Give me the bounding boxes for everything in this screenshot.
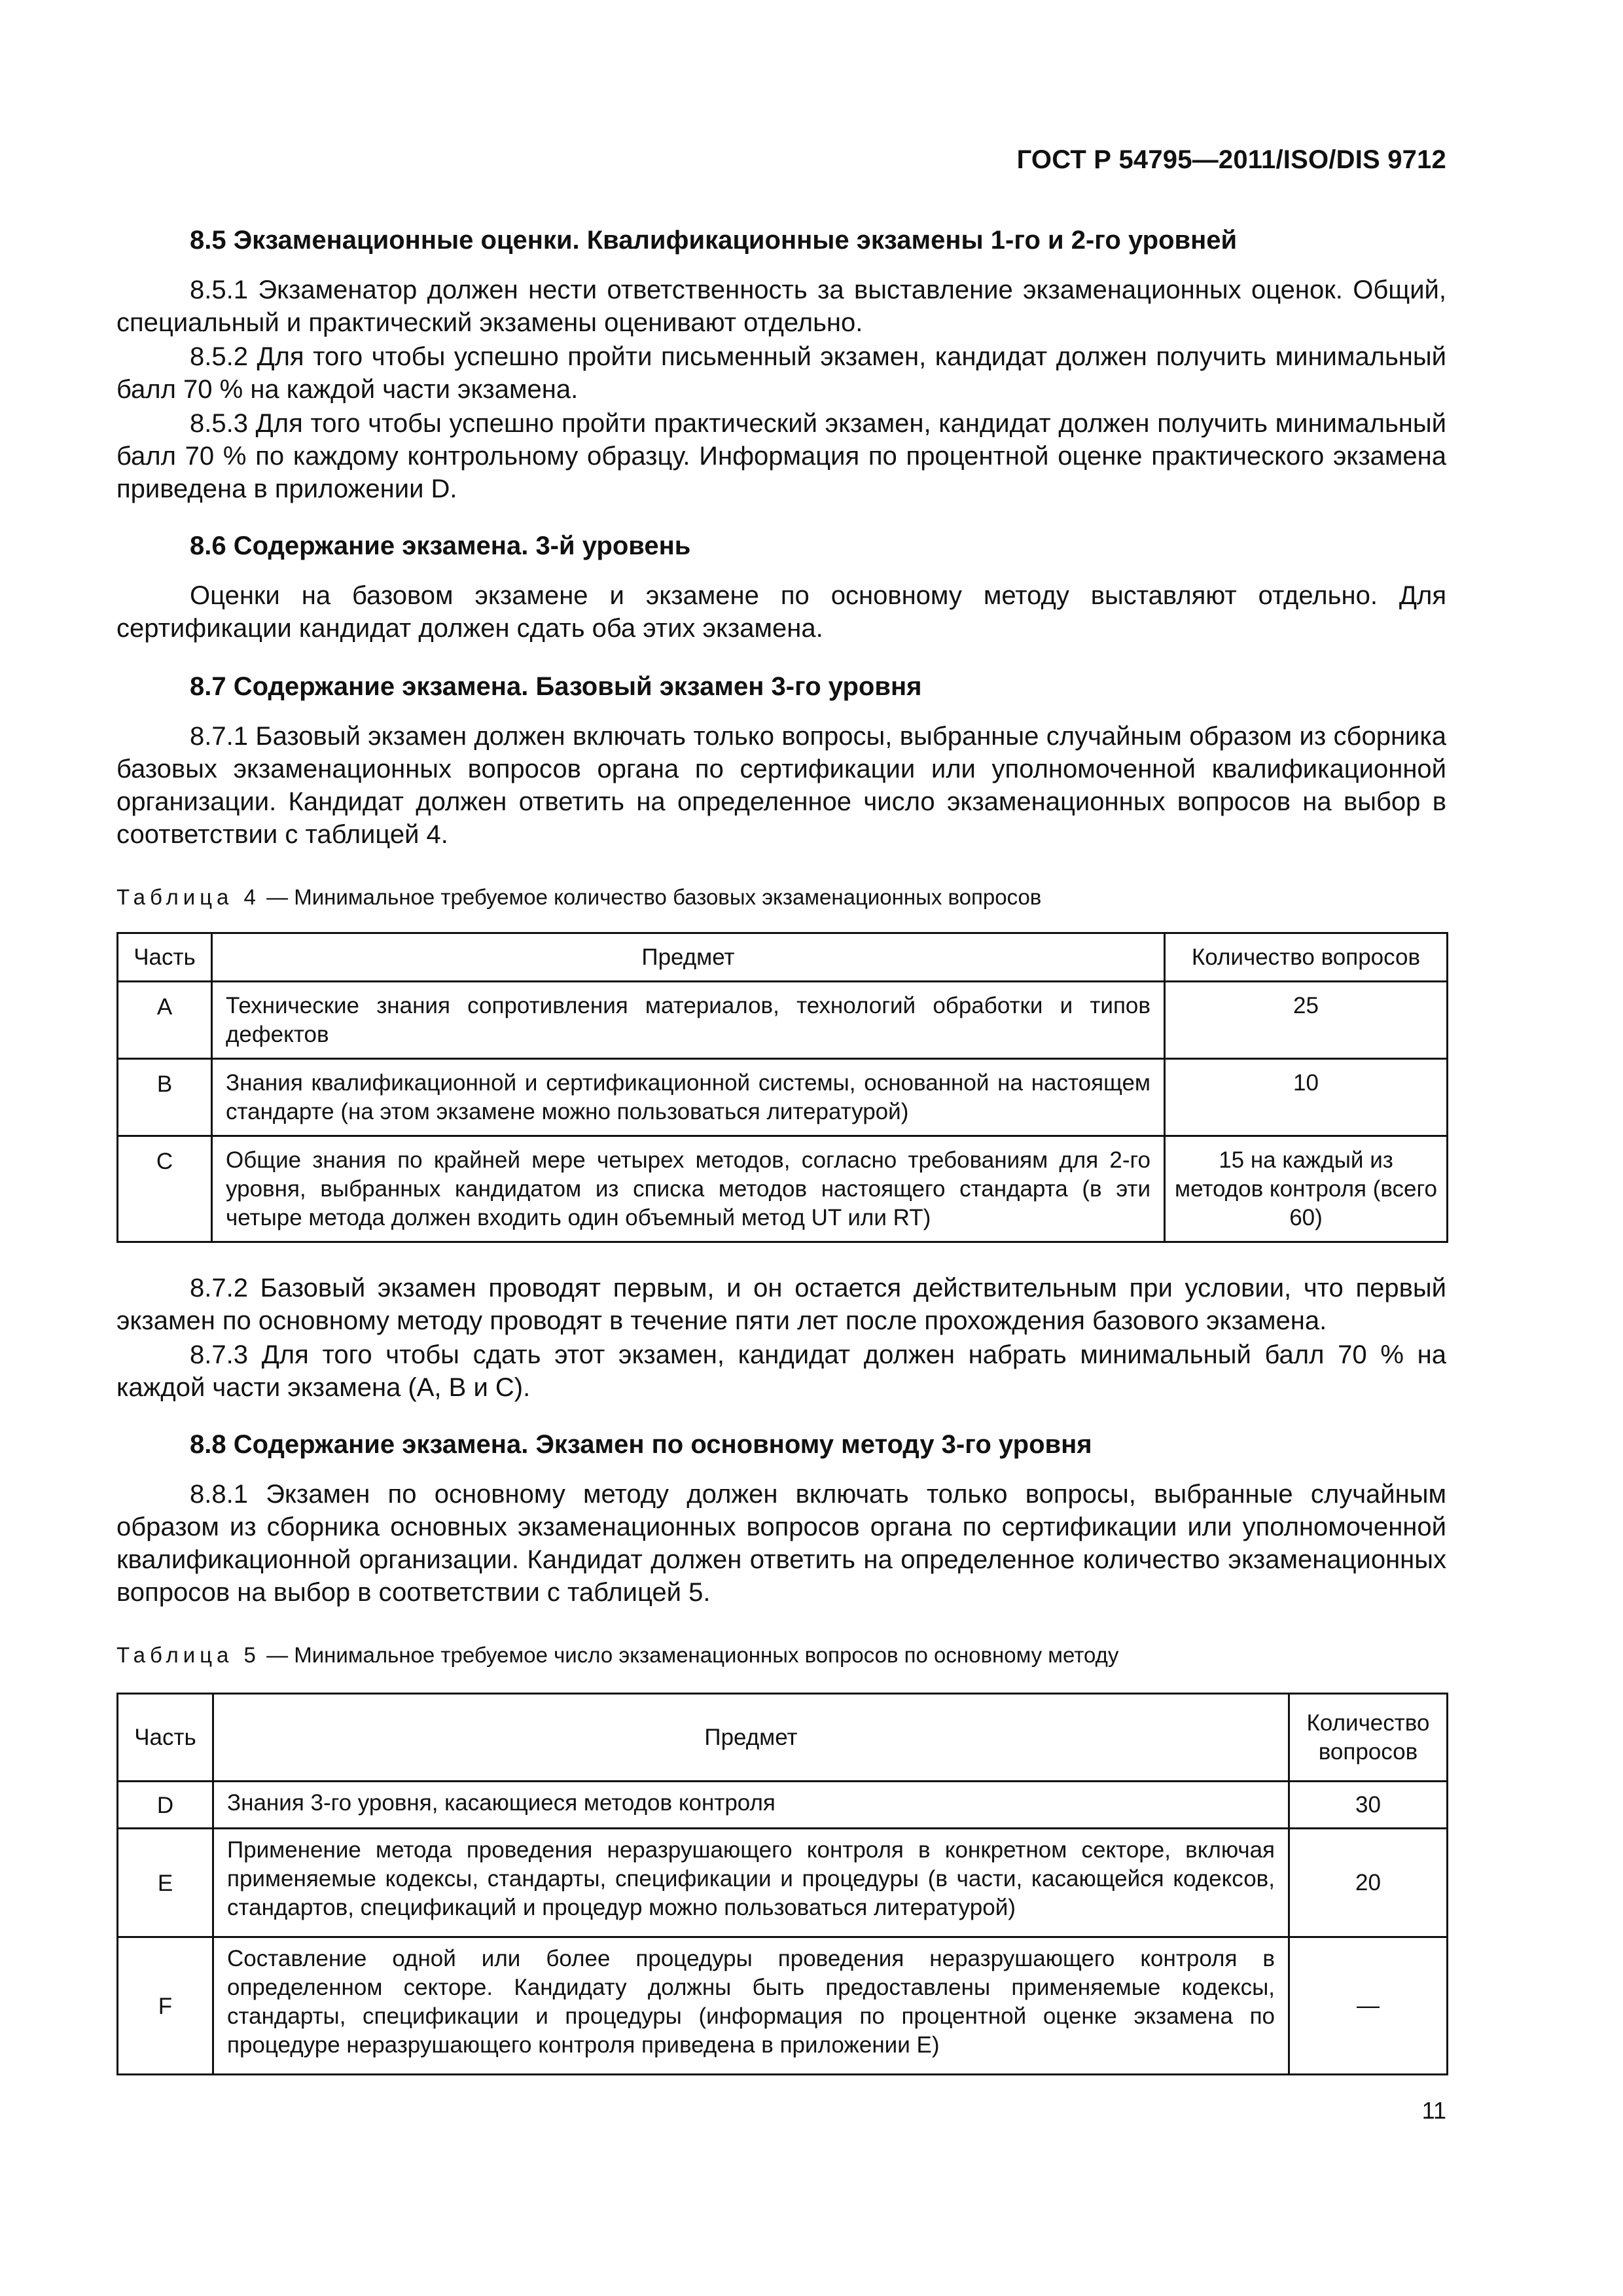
paragraph-8-5-3: 8.5.3 Для того чтобы успешно пройти практический экзамен, кандидат должен получить минимальный балл 70 % по каждому контрольному образцу. Информация по процентной оценке практического экзамена приведена в приложении D.: [116, 409, 1446, 503]
section-8-8-heading: 8.8 Содержание экзамена. Экзамен по основному методу 3-го уровня: [190, 1430, 1092, 1459]
cell-part: С: [118, 1136, 212, 1242]
table-row: [118, 1136, 1448, 1242]
paragraph-8-5-2: 8.5.2 Для того чтобы успешно пройти письменный экзамен, кандидат должен получить минимальный балл 70 % на каждой части экзамена.: [116, 342, 1446, 404]
cell-subject: Составление одной или более процедуры проведения неразрушающего контроля в определенном секторе. Кандидату должны быть предоставлены применяемые кодексы, стандарты, спецификации и процедуры (информация по процентной оценке экзамена по процедуре неразрушающего контроля приведена в приложении E): [213, 1937, 1289, 2075]
cell-part: Е: [118, 1829, 213, 1937]
cell-subject: Применение метода проведения неразрушающего контроля в конкретном секторе, включая применяемые кодексы, стандарты, спецификации и процедуры (в части, касающейся кодексов, стандартов, спецификаций и процедур можно пользоваться литературой): [213, 1829, 1289, 1937]
cell-part: В: [118, 1059, 212, 1136]
document-code-header: ГОСТ Р 54795—2011/ISO/DIS 9712: [1016, 145, 1446, 174]
cell-subject: Общие знания по крайней мере четырех методов, согласно требованиям для 2-го уровня, выбранных кандидатом из списка методов настоящего стандарта (в эти четыре метода должен входить один объемный метод UT или RT): [212, 1136, 1165, 1242]
cell-count: 10: [1165, 1059, 1448, 1136]
table-row: [118, 982, 1448, 1059]
column-header-subject: Предмет: [213, 1694, 1289, 1782]
cell-count: —: [1289, 1937, 1448, 2075]
section-8-6-heading: 8.6 Содержание экзамена. 3-й уровень: [190, 531, 691, 560]
table-5-caption-label: Таблица 5: [116, 1643, 260, 1667]
column-header-part: Часть: [118, 1694, 213, 1782]
cell-part: F: [118, 1937, 213, 2075]
paragraph-8-7-2: 8.7.2 Базовый экзамен проводят первым, и он остается действительным при условии, что первый экзамен по основному методу проводят в течение пяти лет после прохождения базового экзамена.: [116, 1274, 1446, 1335]
section-8-7-heading: 8.7 Содержание экзамена. Базовый экзамен 3-го уровня: [190, 672, 922, 701]
cell-subject: Знания 3-го уровня, касающиеся методов контроля: [213, 1782, 1289, 1829]
paragraph-8-7-1: 8.7.1 Базовый экзамен должен включать только вопросы, выбранные случайным образом из сборника базовых экзаменационных вопросов органа по сертификации или уполномоченной квалификационной организации. Кандидат должен ответить на определенное число экзаменационных вопросов на выбор в соответствии с таблицей 4.: [116, 722, 1446, 849]
cell-count: 20: [1289, 1829, 1448, 1937]
table-row: [118, 1937, 1448, 2075]
cell-subject: Знания квалификационной и сертификационной системы, основанной на настоящем стандарте (на этом экзамене можно пользоваться литературой): [212, 1059, 1165, 1136]
column-header-subject: Предмет: [212, 933, 1165, 982]
paragraph-8-7-3: 8.7.3 Для того чтобы сдать этот экзамен, кандидат должен набрать минимальный балл 70 % на каждой части экзамена (А, В и С).: [116, 1340, 1446, 1402]
section-8-5-heading: 8.5 Экзаменационные оценки. Квалификационные экзамены 1-го и 2-го уровней: [190, 226, 1238, 255]
table-4-caption: [116, 885, 1041, 910]
page-number: 11: [1421, 2097, 1446, 2124]
column-header-count: Количество вопросов: [1289, 1694, 1448, 1782]
paragraph-8-8-1: 8.8.1 Экзамен по основному методу должен включать только вопросы, выбранные случайным образом из сборника основных экзаменационных вопросов органа по сертификации или уполномоченной квалификационной организации. Кандидат должен ответить на определенное количество экзаменационных вопросов на выбор в соответствии с таблицей 5.: [116, 1480, 1446, 1607]
cell-count: 25: [1165, 982, 1448, 1059]
table-5-caption: [116, 1643, 1118, 1668]
table-4-caption-label: Таблица 4: [116, 885, 260, 909]
table-header-row: [118, 1694, 1448, 1782]
table-header-row: [118, 933, 1448, 982]
table-row: [118, 1782, 1448, 1829]
paragraph-8-5-1: 8.5.1 Экзаменатор должен нести ответственность за выставление экзаменационных оценок. Общий, специальный и практический экзамены оценивают отдельно.: [116, 276, 1446, 337]
cell-count: 30: [1289, 1782, 1448, 1829]
table-row: [118, 1829, 1448, 1937]
table-row: [118, 1059, 1448, 1136]
cell-count: 15 на каждый из методов контроля (всего 60): [1165, 1136, 1448, 1242]
column-header-count: Количество вопросов: [1165, 933, 1448, 982]
table-4: [116, 932, 1448, 1243]
cell-part: А: [118, 982, 212, 1059]
table-5: [116, 1693, 1448, 2075]
table-4-caption-text: — Минимальное требуемое количество базовых экзаменационных вопросов: [260, 885, 1042, 909]
cell-subject: Технические знания сопротивления материалов, технологий обработки и типов дефектов: [212, 982, 1165, 1059]
paragraph-8-6: Оценки на базовом экзамене и экзамене по основному методу выставляют отдельно. Для сертификации кандидат должен сдать оба этих экзамена.: [116, 581, 1446, 643]
column-header-part: Часть: [118, 933, 212, 982]
cell-part: D: [118, 1782, 213, 1829]
table-5-caption-text: — Минимальное требуемое число экзаменационных вопросов по основному методу: [260, 1643, 1119, 1667]
